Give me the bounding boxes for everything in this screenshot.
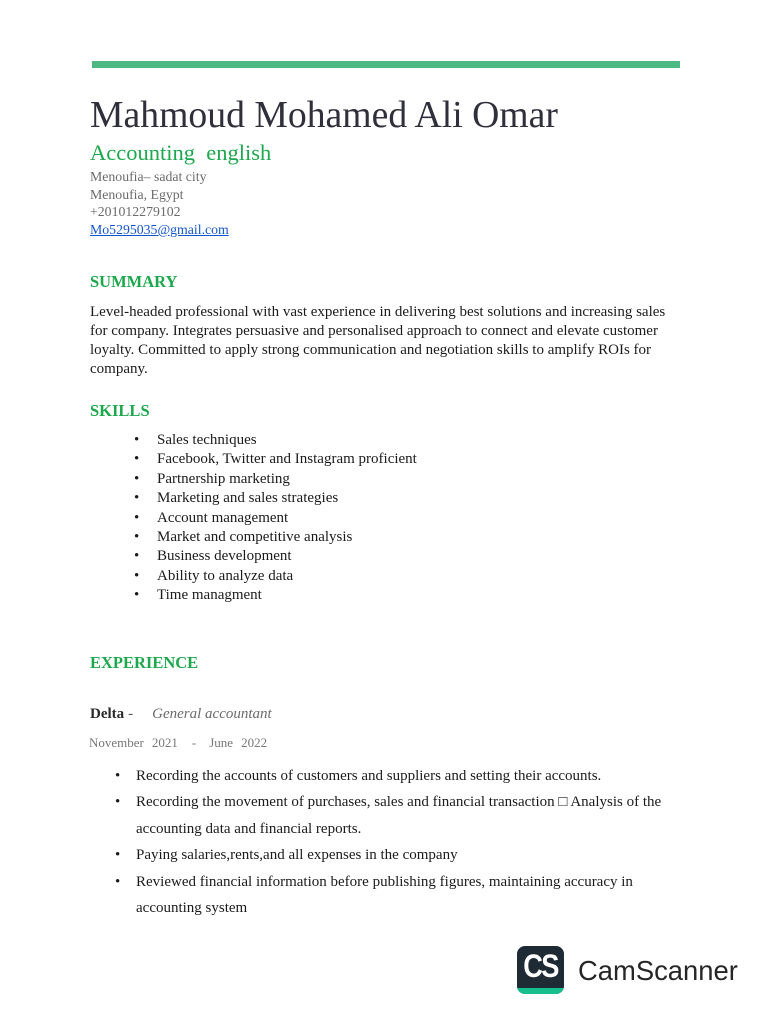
camscanner-brand-text: CamScanner <box>578 955 738 986</box>
skill-item: • Account management <box>157 509 680 528</box>
skills-heading: SKILLS <box>90 401 150 420</box>
skill-item: • Sales techniques <box>157 431 680 450</box>
summary-heading: SUMMARY <box>90 272 178 291</box>
duty-item: • Reviewed financial information before publishing figures, maintaining accuracy in accounting system <box>136 869 680 922</box>
duty-item: • Recording the movement of purchases, sales and financial transaction □ Analysis of the accounting data and financial reports. <box>136 789 680 842</box>
candidate-headline: Accounting english <box>90 140 272 165</box>
candidate-name: Mahmoud Mohamed Ali Omar <box>90 94 558 136</box>
job-company: Delta <box>90 706 125 722</box>
skill-item: • Facebook, Twitter and Instagram proficient <box>157 450 680 469</box>
job-separator: - <box>128 706 134 722</box>
job-duties-list <box>136 763 680 921</box>
skill-item: • Partnership marketing <box>157 470 680 489</box>
email-link[interactable]: Mo5295035@gmail.com <box>90 222 229 238</box>
duty-item: • Paying salaries,rents,and all expenses in the company <box>136 842 680 868</box>
date-start-year: 2021 <box>151 735 178 750</box>
date-end-month: June <box>209 735 234 750</box>
address-line-1: Menoufia– sadat city <box>90 169 207 184</box>
date-separator: - <box>191 735 197 750</box>
skill-item: • Ability to analyze data <box>157 567 680 586</box>
camscanner-logo-icon <box>517 946 564 994</box>
job-title: General accountant <box>152 706 272 722</box>
logo-letters: CS <box>523 948 558 984</box>
duty-item: • Recording the accounts of customers and suppliers and setting their accounts. <box>136 763 680 789</box>
date-start-month: November <box>89 735 144 750</box>
job-dates <box>89 735 267 751</box>
skill-item: • Time managment <box>157 586 680 605</box>
date-end-year: 2022 <box>241 735 268 750</box>
skills-list <box>157 431 680 606</box>
logo-stripe <box>517 988 564 994</box>
summary-text: Level-headed professional with vast experience in delivering best solutions and increasing sales for company. Integrates persuasive and personalised approach to connect and elevate customer loyalty. Committed to apply strong communication and negotiation skills to amplify ROIs for company. <box>90 304 666 377</box>
experience-heading: EXPERIENCE <box>90 653 199 672</box>
address-line-2: Menoufia, Egypt <box>90 186 184 202</box>
phone-number: +201012279102 <box>90 204 181 220</box>
skill-item: • Marketing and sales strategies <box>157 489 680 508</box>
job-header <box>90 705 272 724</box>
skill-item: • Market and competitive analysis <box>157 528 680 547</box>
skill-item: • Business development <box>157 547 680 566</box>
header-accent-bar <box>92 61 680 68</box>
contact-block <box>90 168 229 239</box>
